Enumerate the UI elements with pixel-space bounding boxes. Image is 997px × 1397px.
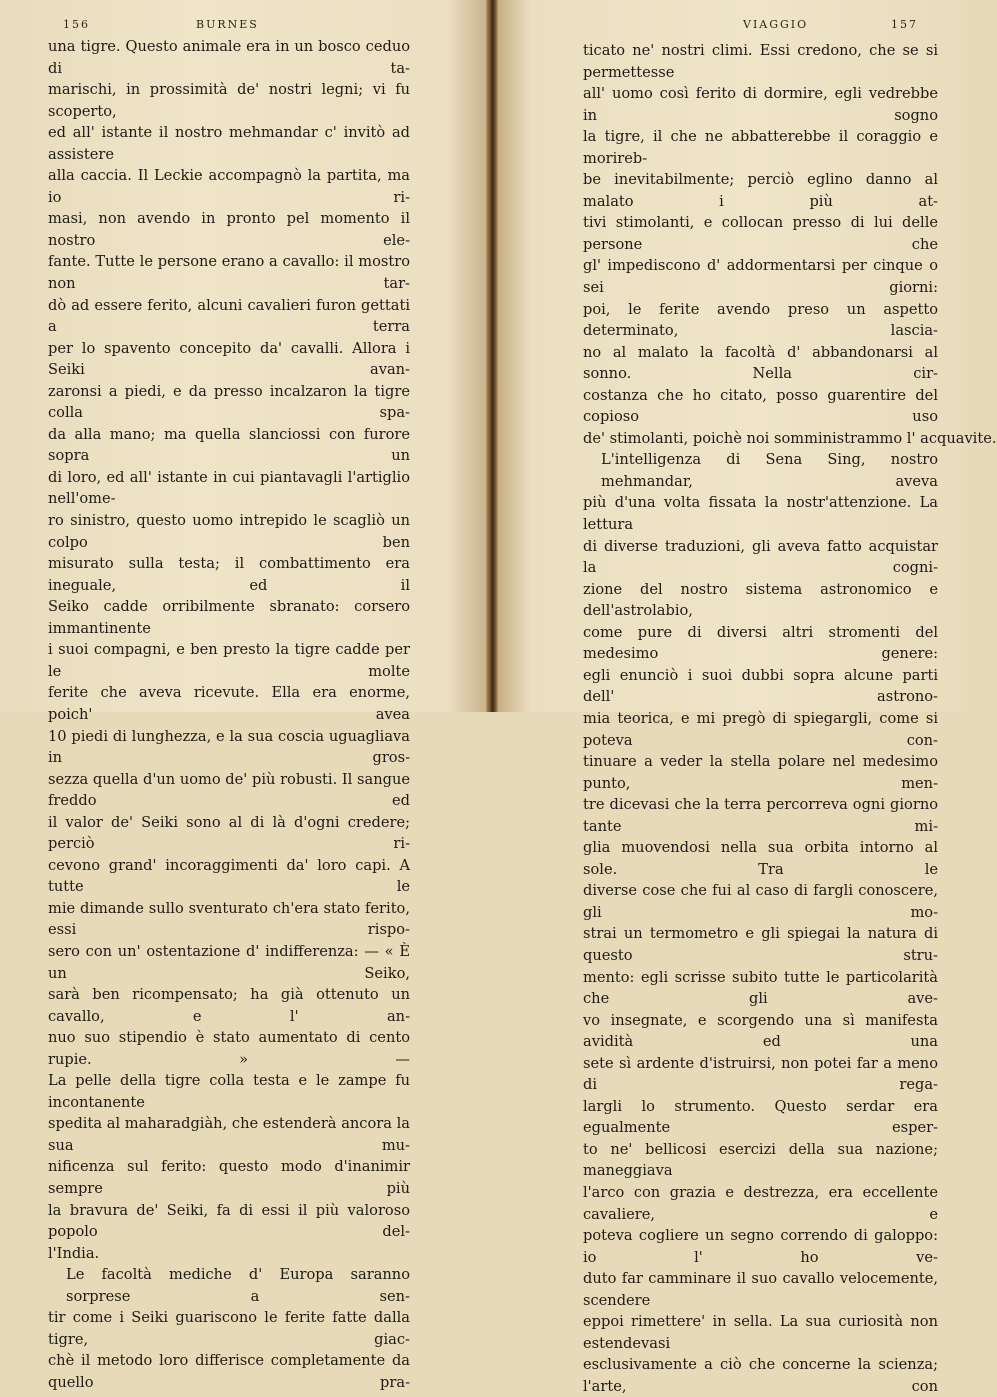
text-line: 10 piedi di lunghezza, e la sua coscia uguagliava in gros- — [48, 727, 410, 767]
text-line: diverse cose che fui al caso di fargli conoscere, gli mo- — [583, 882, 938, 921]
text-line: fante. Tutte le persone erano a cavallo: il mostro non tar- — [48, 253, 410, 293]
text-line: nificenza sul ferito: questo modo d'inanimir sempre più — [48, 1158, 410, 1197]
text-line: tre dicevasi che la terra percorreva ogni giorno tante mi- — [583, 796, 938, 835]
text-line: sarà ben ricompensato; ha già ottenuto un cavallo, e l' an- — [48, 986, 410, 1025]
text-line: be inevitabilmente; perciò eglino danno al malato i più at- — [583, 171, 938, 210]
text-line: di diverse traduzioni, gli aveva fatto acquistar la cogni- — [583, 537, 938, 577]
text-line: il valor de' Seiki sono al di là d'ogni credere; perciò ri- — [48, 813, 410, 853]
text-line: poteva cogliere un segno correndo di galoppo: io l' ho ve- — [583, 1227, 938, 1266]
running-head-right: VIAGGIO — [743, 18, 809, 31]
text-line: tir come i Seiki guariscono le ferite fatte dalla tigre, giac- — [48, 1309, 410, 1348]
text-line: vo insegnate, e scorgendo una sì manifesta avidità ed una — [583, 1011, 938, 1051]
text-line: mia teorica, e mi pregò di spiegargli, come si poteva con- — [583, 709, 938, 749]
text-line: ticato ne' nostri climi. Essi credono, che se si permettesse — [583, 42, 938, 81]
text-line: l'arco con grazia e destrezza, era eccellente cavaliere, e — [583, 1183, 938, 1223]
page-number-left: 156 — [63, 18, 90, 31]
text-line: la tigre, il che ne abbatterebbe il coraggio e morireb- — [583, 128, 938, 167]
text-line: di loro, ed all' istante in cui piantavagli l'artiglio nell'ome- — [48, 468, 410, 508]
page-number-right: 157 — [891, 18, 918, 31]
text-line: de' stimolanti, poichè noi somministrammo l' acquavite. — [583, 429, 997, 447]
text-line: misurato sulla testa; il combattimento era ineguale, ed il — [48, 555, 410, 594]
text-line: L'intelligenza di Sena Sing, nostro mehmandar, aveva — [601, 451, 938, 490]
text-line: chè il metodo loro differisce completamente da quello pra- — [48, 1352, 410, 1391]
text-line: per lo spavento concepito da' cavalli. Allora i Seiki avan- — [48, 339, 410, 379]
right-page — [498, 0, 997, 1395]
text-line: tivi stimolanti, e collocan presso di lui delle persone che — [583, 214, 938, 253]
text-line: più d'una volta fissata la nostr'attenzione. La lettura — [583, 494, 938, 534]
text-line: glia muovendosi nella sua orbita intorno al sole. Tra le — [583, 839, 938, 878]
text-line: sezza quella d'un uomo de' più robusti. Il sangue freddo ed — [48, 770, 410, 810]
text-line: Le facoltà mediche d' Europa saranno sorprese a sen- — [66, 1266, 410, 1305]
text-line: strai un termometro e gli spiegai la natura di questo stru- — [583, 925, 938, 964]
text-line: zaronsi a piedi, e da presso incalzaron la tigre colla spa- — [48, 382, 410, 422]
text-line: no al malato la facoltà d' abbandonarsi al sonno. Nella cir- — [583, 343, 938, 383]
text-line: duto far camminare il suo cavallo velocemente, scendere — [583, 1270, 938, 1309]
text-line: mento: egli scrisse subito tutte le particolarità che gli ave- — [583, 968, 938, 1008]
text-line: ferite che aveva ricevute. Ella era enorme, poich' avea — [48, 684, 410, 723]
left-page — [0, 0, 486, 1391]
text-line: cevono grand' incoraggimenti da' loro capi. A tutte le — [48, 856, 410, 896]
text-line: nuo suo stipendio è stato aumentato di cento rupie. » — — [48, 1029, 410, 1068]
text-line: zione del nostro sistema astronomico e dell'astrolabio, — [583, 580, 938, 620]
text-line: una tigre. Questo animale era in un bosco ceduo di ta- — [48, 38, 410, 77]
text-line: marischi, in prossimità de' nostri legni; vi fu scoperto, — [48, 81, 410, 120]
text-line: La pelle della tigre colla testa e le zampe fu incontanente — [48, 1072, 410, 1111]
text-line: all' uomo così ferito di dormire, egli vedrebbe in sogno — [583, 85, 938, 124]
text-line: ed all' istante il nostro mehmandar c' invitò ad assistere — [48, 124, 410, 163]
text-line: i suoi compagni, e ben presto la tigre cadde per le molte — [48, 641, 410, 680]
text-line: come pure di diversi altri stromenti del medesimo genere: — [583, 623, 938, 663]
text-line: largli lo strumento. Questo serdar era egualmente esper- — [583, 1097, 938, 1137]
text-line: Seiko cadde orribilmente sbranato: corsero immantinente — [48, 598, 410, 637]
text-line: costanza che ho citato, posso guarentire del copioso uso — [583, 386, 938, 426]
text-line: tinuare a veder la stella polare nel medesimo punto, men- — [583, 753, 938, 792]
text-line: ro sinistro, questo uomo intrepido le scagliò un colpo ben — [48, 512, 410, 551]
text-line: poi, le ferite avendo preso un aspetto determinato, lascia- — [583, 300, 938, 340]
text-line: esclusivamente a ciò che concerne la scienza; l'arte, con — [583, 1356, 938, 1395]
text-line: mie dimande sullo sventurato ch'era stato ferito, essi rispo- — [48, 899, 410, 939]
text-line: da alla mano; ma quella slanciossi con furore sopra un — [48, 425, 410, 465]
text-line: egli enunciò i suoi dubbi sopra alcune parti dell' astrono- — [583, 666, 938, 706]
text-line: to ne' bellicosi esercizi della sua nazione; maneggiava — [583, 1140, 938, 1180]
left-page-text — [48, 36, 410, 1393]
text-line: masi, non avendo in pronto pel momento il nostro ele- — [48, 210, 410, 249]
text-line: l'India. — [48, 1244, 100, 1262]
text-line: eppoi rimettere' in sella. La sua curiosità non estendevasi — [583, 1313, 938, 1352]
text-line: la bravura de' Seiki, fa di essi il più valoroso popolo del- — [48, 1201, 410, 1241]
text-line: sero con un' ostentazione d' indifferenza: — « È un Seiko, — [48, 942, 410, 982]
text-line: gl' impediscono d' addormentarsi per cinque o sei giorni: — [583, 257, 938, 297]
text-line: sete sì ardente d'istruirsi, non potei far a meno di rega- — [583, 1054, 938, 1094]
text-line: alla caccia. Il Leckie accompagnò la partita, ma io ri- — [48, 167, 410, 206]
text-line: dò ad essere ferito, alcuni cavalieri furon gettati a terra — [48, 296, 410, 336]
text-line: spedita al maharadgiàh, che estenderà ancora la sua mu- — [48, 1115, 410, 1154]
right-page-text — [583, 40, 997, 1397]
book-gutter — [486, 0, 498, 712]
running-head-left: BURNES — [196, 18, 259, 31]
